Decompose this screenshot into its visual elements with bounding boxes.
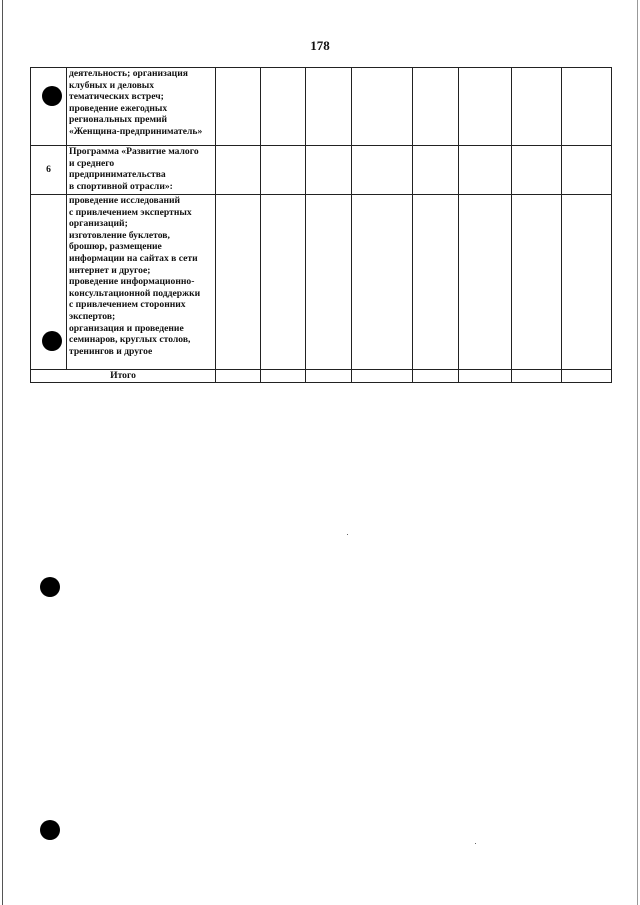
row-description: Программа «Развитие малого и среднего предпринимательства в спортивной отрасли»: (67, 146, 216, 195)
table-cell (306, 146, 352, 195)
table-cell (306, 370, 352, 383)
table-cell (413, 146, 459, 195)
row-number (31, 68, 67, 146)
table-cell (562, 195, 612, 370)
table-cell (512, 68, 562, 146)
table-cell (512, 195, 562, 370)
table-cell (216, 68, 261, 146)
table-cell (216, 146, 261, 195)
row-description: проведение исследований с привлечением экспертных организаций; изготовление буклетов, брошюр, размещение информации на сайтах в сети интернет и другое; проведение информационно- консультационной поддержки с привлечением сторонних экспертов; организация и проведение семинаров, круглых столов, тренингов и другое (67, 195, 216, 370)
table-cell (261, 146, 306, 195)
table-row (31, 68, 612, 146)
page-edge-left (2, 0, 3, 905)
table-cell (562, 370, 612, 383)
punch-hole-icon (42, 86, 62, 106)
total-label: Итого (31, 370, 216, 383)
total-row (31, 370, 612, 383)
table-cell (512, 370, 562, 383)
table-cell (306, 68, 352, 146)
scan-speck (347, 534, 348, 535)
table-cell (459, 68, 512, 146)
table-cell (216, 195, 261, 370)
budget-table (30, 67, 612, 383)
punch-hole-icon (42, 331, 62, 351)
page-edge-right (637, 0, 638, 905)
table-cell (352, 370, 413, 383)
table-cell (216, 370, 261, 383)
table-cell (512, 146, 562, 195)
table-cell (261, 68, 306, 146)
table-cell (562, 68, 612, 146)
table-cell (261, 195, 306, 370)
table-cell (459, 370, 512, 383)
row-number: 6 (31, 146, 67, 195)
punch-hole-icon (40, 577, 60, 597)
table-cell (413, 195, 459, 370)
table-cell (352, 146, 413, 195)
table-cell (352, 195, 413, 370)
scan-speck (475, 843, 476, 844)
table-cell (413, 370, 459, 383)
table-cell (413, 68, 459, 146)
table-cell (459, 195, 512, 370)
table-cell (261, 370, 306, 383)
table-cell (562, 146, 612, 195)
table-cell (306, 195, 352, 370)
table-row (31, 195, 612, 370)
punch-hole-icon (40, 820, 60, 840)
row-description: деятельность; организация клубных и деловых тематических встреч; проведение ежегодных региональных премий «Женщина-предприниматель» (67, 68, 216, 146)
page-number: 178 (310, 38, 330, 53)
table-row (31, 146, 612, 195)
table-cell (352, 68, 413, 146)
table-cell (459, 146, 512, 195)
